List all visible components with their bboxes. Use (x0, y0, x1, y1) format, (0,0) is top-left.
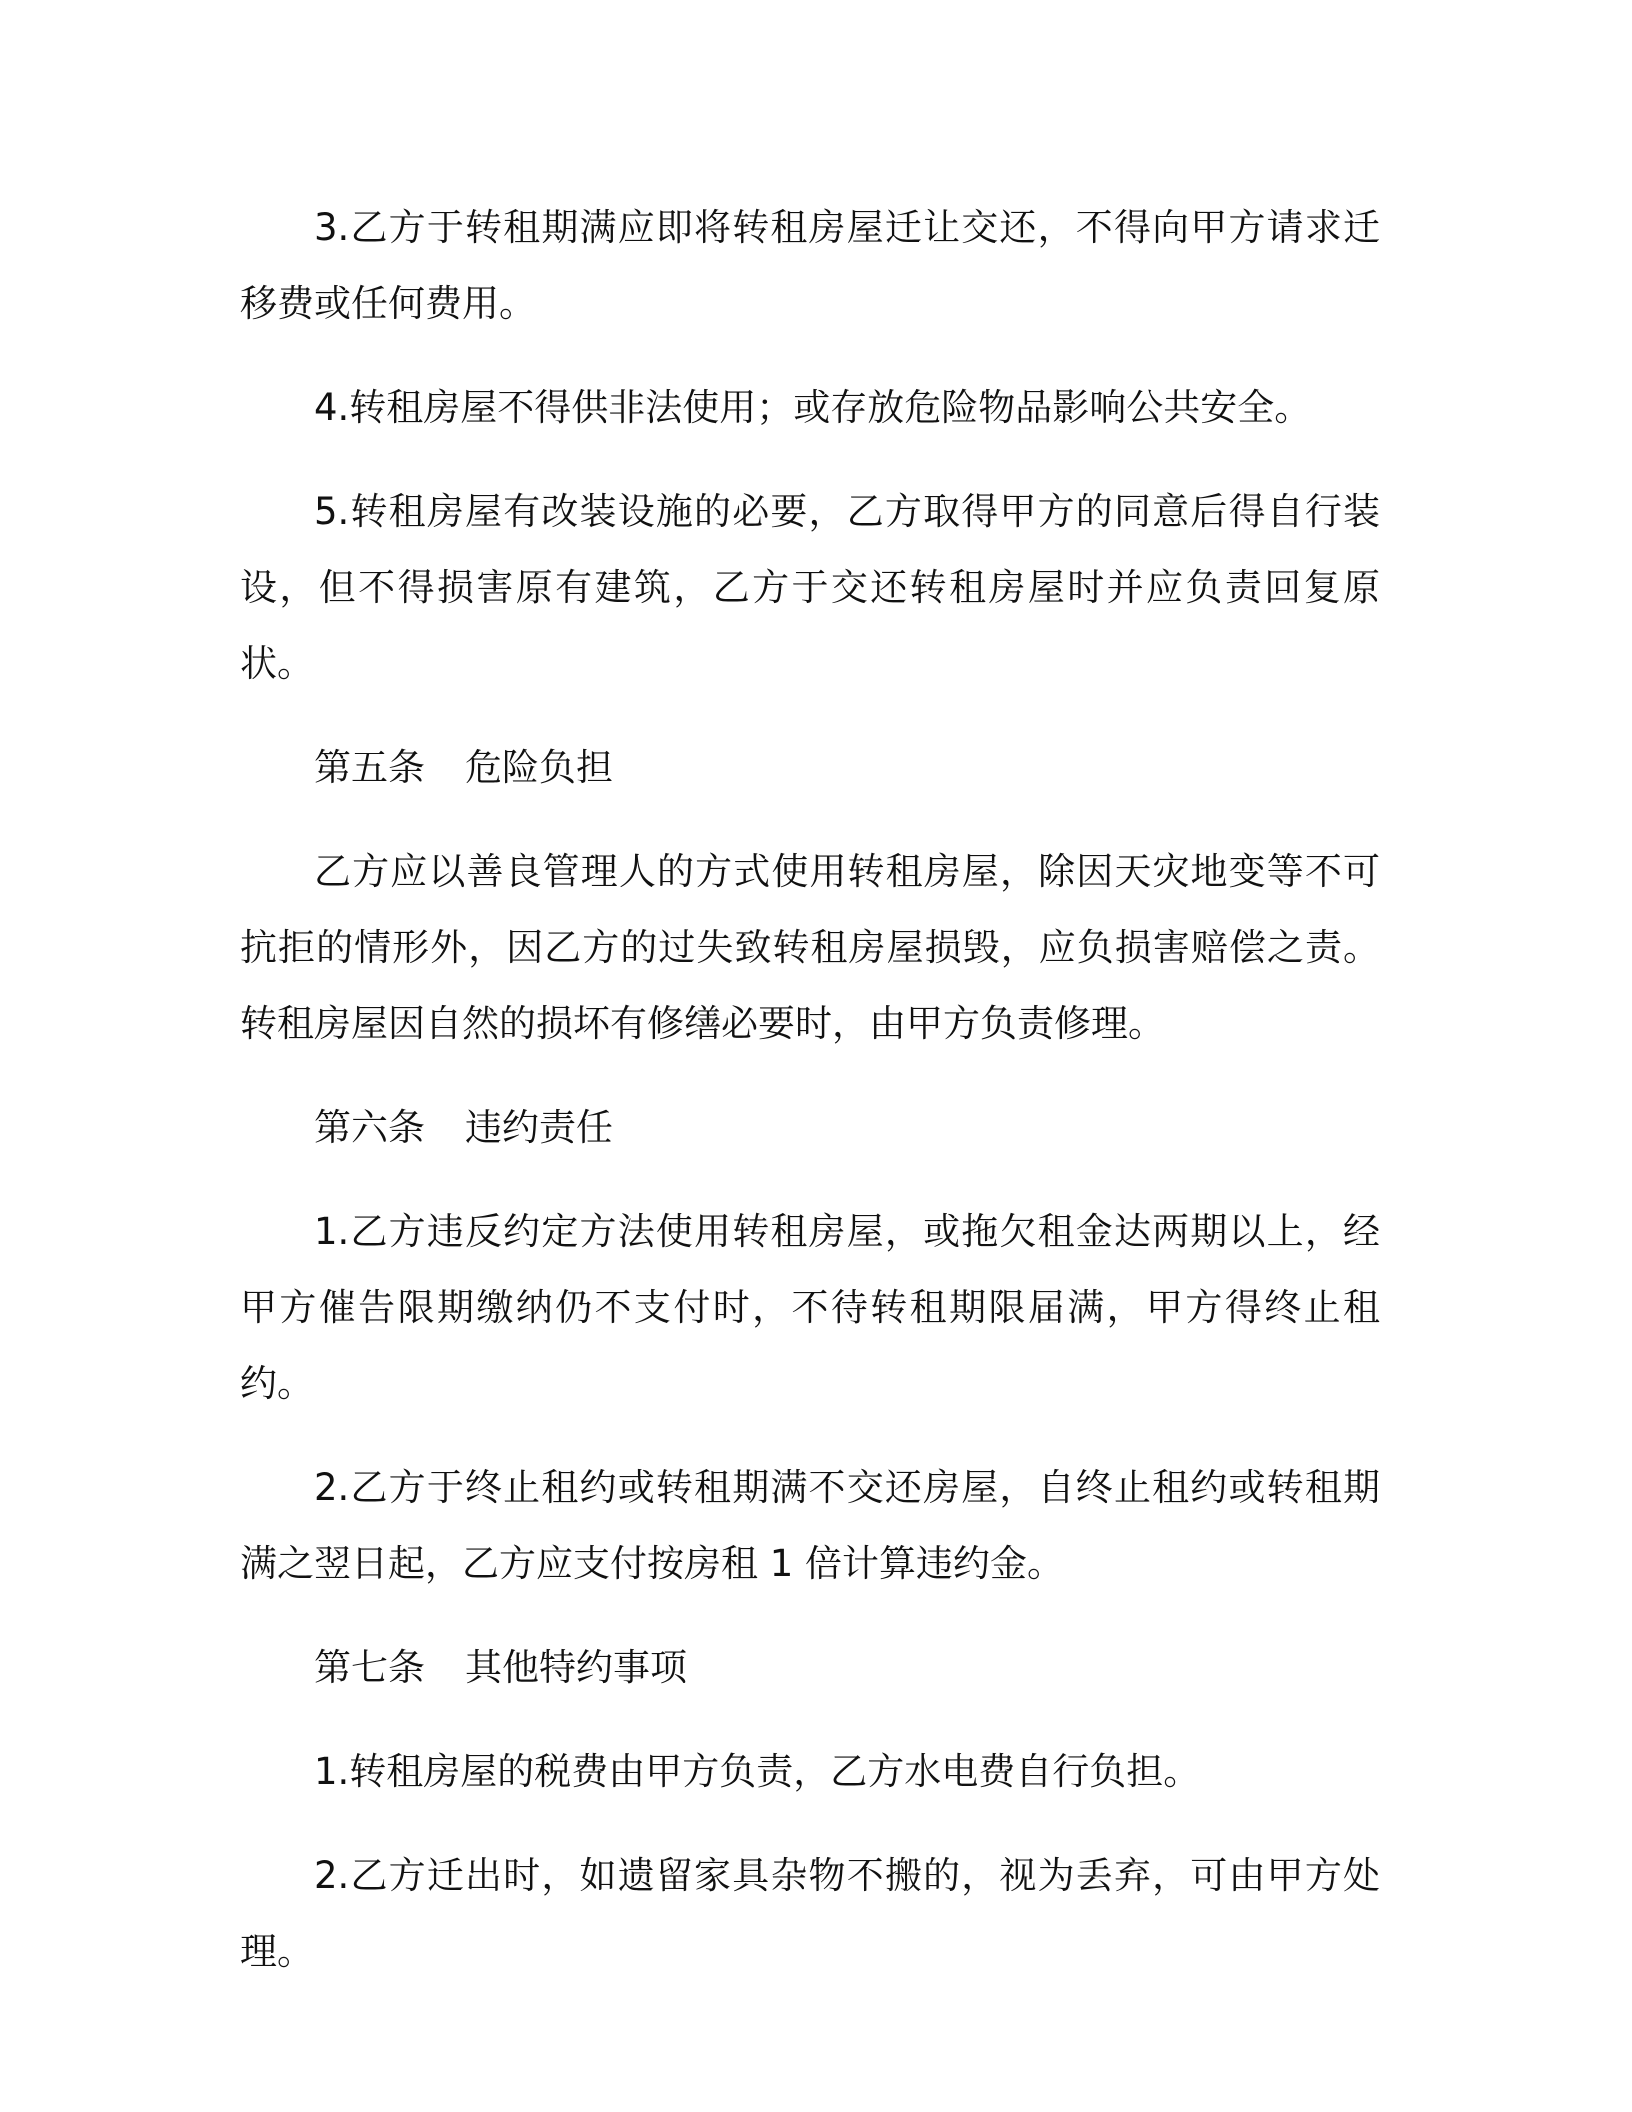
paragraph-clause-7-2: 2.乙方迁出时，如遗留家具杂物不搬的，视为丢弃，可由甲方处理。 (240, 1854, 1380, 1973)
paragraph-clause-7-1: 1.转租房屋的税费由甲方负责，乙方水电费自行负担。 (314, 1750, 1201, 1793)
paragraph-clause-6-1: 1.乙方违反约定方法使用转租房屋，或拖欠租金达两期以上，经甲方催告限期缴纳仍不支付时，不待转租期限届满，甲方得终止租约。 (240, 1210, 1380, 1405)
article-5-heading (240, 730, 1380, 806)
article-title: 危险负担 (465, 746, 613, 789)
article-6-heading (240, 1090, 1380, 1166)
paragraph-clause-4-3: 3.乙方于转租期满应即将转租房屋迁让交还，不得向甲方请求迁移费或任何费用。 (240, 206, 1380, 325)
article-title: 违约责任 (465, 1106, 613, 1149)
paragraph-clause-6-2: 2.乙方于终止租约或转租期满不交还房屋，自终止租约或转租期满之翌日起，乙方应支付按房租 1 倍计算违约金。 (240, 1466, 1380, 1585)
article-number: 第七条 (314, 1646, 425, 1689)
paragraph-clause-4-5: 5.转租房屋有改装设施的必要，乙方取得甲方的同意后得自行装设，但不得损害原有建筑，乙方于交还转租房屋时并应负责回复原状。 (240, 490, 1380, 685)
paragraph-clause-4-4: 4.转租房屋不得供非法使用；或存放危险物品影响公共安全。 (314, 386, 1312, 429)
paragraph-article-5: 乙方应以善良管理人的方式使用转租房屋，除因天灾地变等不可抗拒的情形外，因乙方的过失致转租房屋损毁，应负损害赔偿之责。转租房屋因自然的损坏有修缮必要时，由甲方负责修理。 (240, 850, 1380, 1045)
article-title: 其他特约事项 (465, 1646, 687, 1689)
article-7-heading (240, 1630, 1380, 1706)
article-number: 第五条 (314, 746, 425, 789)
document-body (240, 190, 1380, 2018)
article-number: 第六条 (314, 1106, 425, 1149)
